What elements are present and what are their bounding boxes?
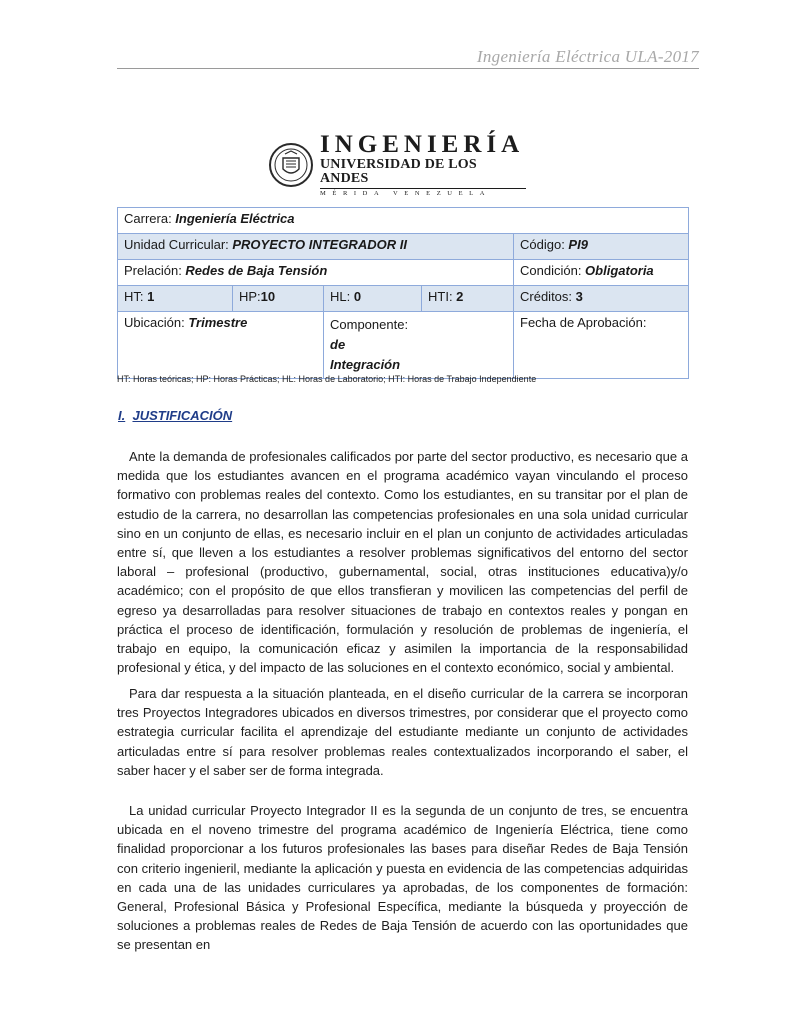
- fecha-label: Fecha de Aprobación:: [520, 315, 647, 330]
- hl-value: 0: [353, 289, 362, 304]
- hours-legend: HT: Horas teóricas; HP: Horas Prácticas; HL: Horas de Laboratorio; HTI: Horas de Trabajo Independiente: [117, 374, 537, 384]
- hp-label: HP:: [239, 289, 261, 304]
- hp-cell: [233, 286, 324, 312]
- ht-value: 1: [147, 289, 155, 304]
- codigo-value: PI9: [568, 237, 588, 252]
- unidad-cell: [118, 234, 514, 260]
- condicion-value: Obligatoria: [585, 263, 654, 278]
- carrera-value: Ingeniería Eléctrica: [175, 211, 295, 226]
- faculty-logo: [268, 131, 526, 198]
- header-rule: [117, 68, 699, 69]
- carrera-label: Carrera:: [124, 211, 176, 226]
- condicion-label: Condición:: [520, 263, 586, 278]
- ht-cell: [118, 286, 233, 312]
- section-title-text: JUSTIFICACIÓN: [132, 408, 233, 423]
- section-heading: [118, 408, 232, 423]
- prelacion-value: Redes de Baja Tensión: [185, 263, 328, 278]
- ubicacion-label: Ubicación:: [124, 315, 189, 330]
- logo-university: UNIVERSIDAD DE LOS ANDES: [320, 157, 477, 187]
- hti-value: 2: [456, 289, 464, 304]
- hl-cell: [324, 286, 422, 312]
- hti-cell: [422, 286, 514, 312]
- prelacion-cell: [118, 260, 514, 286]
- codigo-label: Código:: [520, 237, 569, 252]
- paragraph-3: La unidad curricular Proyecto Integrador II es la segunda de un conjunto de tres, se encuentra ubicada en el noveno trimestre del programa académico de Ingeniería Eléctrica, tiene como finalidad proporcionar a los futuros profesionales las bases para diseñar Redes de Baja Tensión con criterio ingenieril, mediante la aplicación y puesta en evidencia de las competencias adquiridas en cada una de las unidades curriculares ya aprobadas, de los componentes de formación: General, Profesional Básica y Profesional Específica, mediante la búsqueda y proyección de soluciones a problemas reales de Redes de Baja Tensión de acuerdo con las oportunidades que se presentan en: [117, 803, 688, 953]
- hl-label: HL:: [330, 289, 354, 304]
- logo-title: INGENIERÍA: [320, 131, 525, 159]
- hti-label: HTI:: [428, 289, 457, 304]
- unidad-label: Unidad Curricular:: [124, 237, 233, 252]
- componente-label: Componente:: [330, 317, 409, 332]
- ubicacion-cell: [118, 312, 324, 379]
- creditos-cell: [514, 286, 689, 312]
- section-number: I.: [118, 408, 126, 423]
- hp-value: 10: [260, 289, 276, 304]
- creditos-label: Créditos:: [520, 289, 576, 304]
- creditos-value: 3: [575, 289, 583, 304]
- unidad-value: PROYECTO INTEGRADOR II: [232, 237, 407, 252]
- paragraph-1: Ante la demanda de profesionales calificados por parte del sector productivo, es necesario que a medida que los estudiantes avancen en el programa académico vayan vinculando el proceso formativo con problemas reales del contexto. Como los estudiantes, en su transitar por el plan de estudio de la carrera, no desarrollan las competencias profesionales en una sola unidad curricular sino en un conjunto de ellas, es necesario incluir en el plan un conjunto de actividades articuladas entre sí, que lleven a los estudiantes a resolver problemas significativos del entorno del sector laboral – profesional (productivo, gubernamental, social, otras instituciones educativa)y/o académico; con el propósito de que ellos transfieran y movilicen las competencias del perfil de egreso ya desarrolladas para resolver situaciones de trabajo en contextos reales y pongan en práctica el proceso de identificación, formulación y resolución de problemas de ingeniería, el trabajo en equipo, la comunicación eficaz y asimilen la importancia de la responsabilidad profesional y ética, y del impacto de las soluciones en el contexto económico, social y ambiental.: [117, 449, 688, 676]
- university-seal-icon: [268, 142, 314, 188]
- fecha-cell: [514, 312, 689, 379]
- componente-value-line1: de: [330, 337, 346, 352]
- ht-label: HT:: [124, 289, 148, 304]
- running-header: Ingeniería Eléctrica ULA-2017: [476, 47, 699, 66]
- prelacion-label: Prelación:: [124, 263, 186, 278]
- condicion-cell: [514, 260, 689, 286]
- ubicacion-value: Trimestre: [188, 315, 248, 330]
- paragraph-2: Para dar respuesta a la situación planteada, en el diseño curricular de la carrera se incorporan tres Proyectos Integradores ubicados en diversos trimestres, por considerar que el proyecto como estrategia curricular facilita el aprendizaje del estudiante mediante un conjunto de actividades articuladas entre sí para resolver problemas reales contextualizados incorporando el saber, el saber hacer y el saber ser de forma integrada.: [117, 686, 688, 778]
- logo-location: MÉRIDA VENEZUELA: [320, 188, 526, 198]
- codigo-cell: [514, 234, 689, 260]
- componente-cell: [324, 312, 514, 379]
- course-info-table: [117, 207, 689, 379]
- carrera-cell: [118, 208, 689, 234]
- componente-value-line2: Integración: [330, 357, 401, 372]
